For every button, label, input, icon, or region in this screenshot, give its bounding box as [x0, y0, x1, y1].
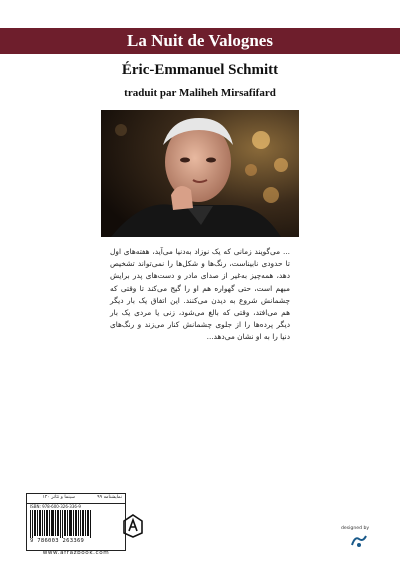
publisher-website: www.afrazbook.com: [42, 550, 110, 556]
barcode-panel: [26, 493, 126, 551]
book-title: La Nuit de Valognes: [127, 31, 273, 50]
author-name: Éric-Emmanuel Schmitt: [121, 62, 279, 78]
portrait-image: [101, 110, 299, 237]
back-cover-blurb: ... می‌گویند زمانی که یک نوزاد به‌دنیا می‌آید، هفته‌های اول تا حدودی نابیناست، رنگ‌ها و شکل‌ها را نمی‌تواند تشخیص دهد، همه‌چیز به‌غیر از صدای مادر و دست‌های پدر برایش مبهم است، حتی گهواره هم او را گیج می‌کند تا وقتی که چشمانش شروع به دیدن می‌کنند. این اتفاق یک بار دیگر هم می‌افتد، وقتی که بالغ می‌شود، زنی یا مردی یک بار دیگر پرده‌ها را از جلوی چشمانش کنار می‌زند و رنگ‌های دنیا را به او نشان می‌دهد...: [110, 247, 290, 342]
category-label-left: سینما و تئاتر ۱۲۰: [42, 495, 75, 500]
barcode-category-row: [27, 494, 125, 504]
title-banner: [0, 28, 400, 54]
author-photo: [101, 110, 299, 237]
publisher-logo-icon: [120, 513, 146, 539]
barcode-bars: [30, 510, 92, 538]
category-label-right: نمایشنامه ۹۹: [97, 495, 122, 500]
isbn-text: ISBN: 978-600-326-336-9: [30, 504, 81, 509]
designer-logo-icon: [349, 533, 369, 549]
designed-by-label: designed by: [341, 526, 370, 531]
barcode-digits: 9 786003 263369: [30, 538, 85, 544]
translator-credit: traduit par Maliheh Mirsafifard: [124, 87, 276, 99]
